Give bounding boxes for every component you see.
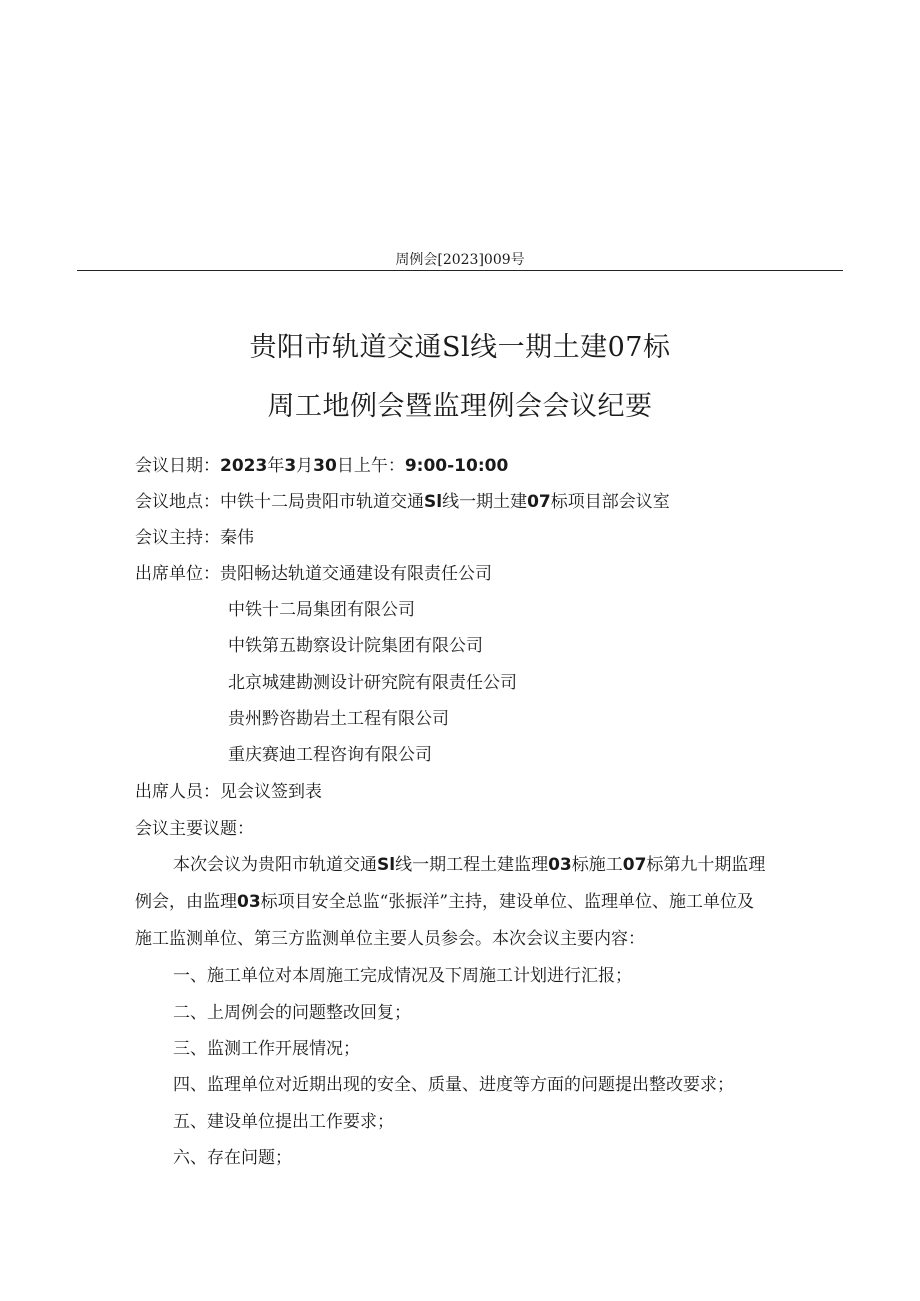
paragraph-03: 03 (237, 892, 261, 912)
title-line-2: 周工地例会暨监理例会会议纪要 (267, 391, 653, 422)
attendee-unit: 贵州黔咨勘岩土工程有限公司 (228, 709, 449, 729)
meeting-date-day-unit: 日上午： (336, 456, 405, 476)
meeting-date-month: 3 (284, 456, 297, 476)
attendee-unit: 中铁第五勘察设计院集团有限公司 (228, 636, 483, 656)
agenda-item: 五、建设单位提出工作要求； (173, 1112, 394, 1132)
meeting-location-part3: 标项目部会议室 (550, 492, 670, 512)
paragraph-03: 03 (548, 855, 572, 875)
paragraph-text: 本次会议为贵阳市轨道交通 (173, 855, 377, 875)
meeting-location-label: 会议地点： (135, 492, 220, 512)
agenda-item: 四、监理单位对近期出现的安全、质量、进度等方面的问题提出整改要求； (173, 1075, 734, 1095)
meeting-date-month-unit: 月 (296, 456, 314, 476)
meeting-host-label: 会议主持： (135, 528, 220, 548)
paragraph-text: 例会，由监理 (135, 892, 237, 912)
paragraph-line-1 (173, 853, 765, 877)
meeting-date (135, 454, 508, 478)
meeting-date-time: 9:00-10:00 (404, 456, 509, 476)
attending-personnel-label: 出席人员： (135, 782, 220, 802)
attendee-unit: 贵阳畅达轨道交通建设有限责任公司 (220, 564, 492, 584)
agenda-item: 六、存在问题； (173, 1148, 292, 1168)
topics-heading: 会议主要议题： (135, 819, 254, 839)
document-number: 周例会[2023]009号 (395, 252, 525, 268)
paragraph-text: 标施工 (571, 855, 623, 875)
paragraph-text: 线一期工程土建监理 (395, 855, 549, 875)
attendees-row (135, 562, 492, 586)
attendees-label: 出席单位： (135, 564, 220, 584)
agenda-item: 三、监测工作开展情况； (173, 1039, 360, 1059)
attendee-unit: 北京城建勘测设计研究院有限责任公司 (228, 673, 517, 693)
meeting-date-year-unit: 年 (267, 456, 285, 476)
meeting-location-07: 07 (527, 492, 551, 512)
attendee-unit: 中铁十二局集团有限公司 (228, 600, 415, 620)
meeting-location (135, 490, 670, 514)
meeting-date-day: 30 (313, 456, 337, 476)
attendee-unit: 重庆赛迪工程咨询有限公司 (228, 745, 432, 765)
paragraph-sl: Sl (377, 855, 396, 875)
title-line-1: 贵阳市轨道交通Sl线一期土建07标 (249, 332, 671, 363)
paragraph-line-3: 施工监测单位、第三方监测单位主要人员参会。本次会议主要内容： (135, 929, 645, 949)
header-rule (77, 270, 843, 271)
paragraph-line-2 (135, 890, 754, 914)
agenda-item: 一、施工单位对本周施工完成情况及下周施工计划进行汇报； (173, 966, 632, 986)
meeting-date-label: 会议日期： (135, 456, 220, 476)
meeting-location-part1: 中铁十二局贵阳市轨道交通 (220, 492, 424, 512)
attending-personnel (135, 780, 322, 804)
meeting-date-year: 2023 (220, 456, 268, 476)
paragraph-07: 07 (622, 855, 647, 875)
meeting-location-part2: 线一期土建 (442, 492, 528, 512)
attending-personnel-value: 见会议签到表 (220, 782, 322, 802)
agenda-item: 二、上周例会的问题整改回复； (173, 1003, 411, 1023)
paragraph-text: 标第九十期监理 (646, 855, 766, 875)
meeting-location-sl: Sl (424, 492, 443, 512)
meeting-host (135, 526, 254, 550)
meeting-host-name: 秦伟 (220, 528, 254, 548)
paragraph-text: 标项目安全总监“张振洋”主持，建设单位、监理单位、施工单位及 (260, 892, 755, 912)
